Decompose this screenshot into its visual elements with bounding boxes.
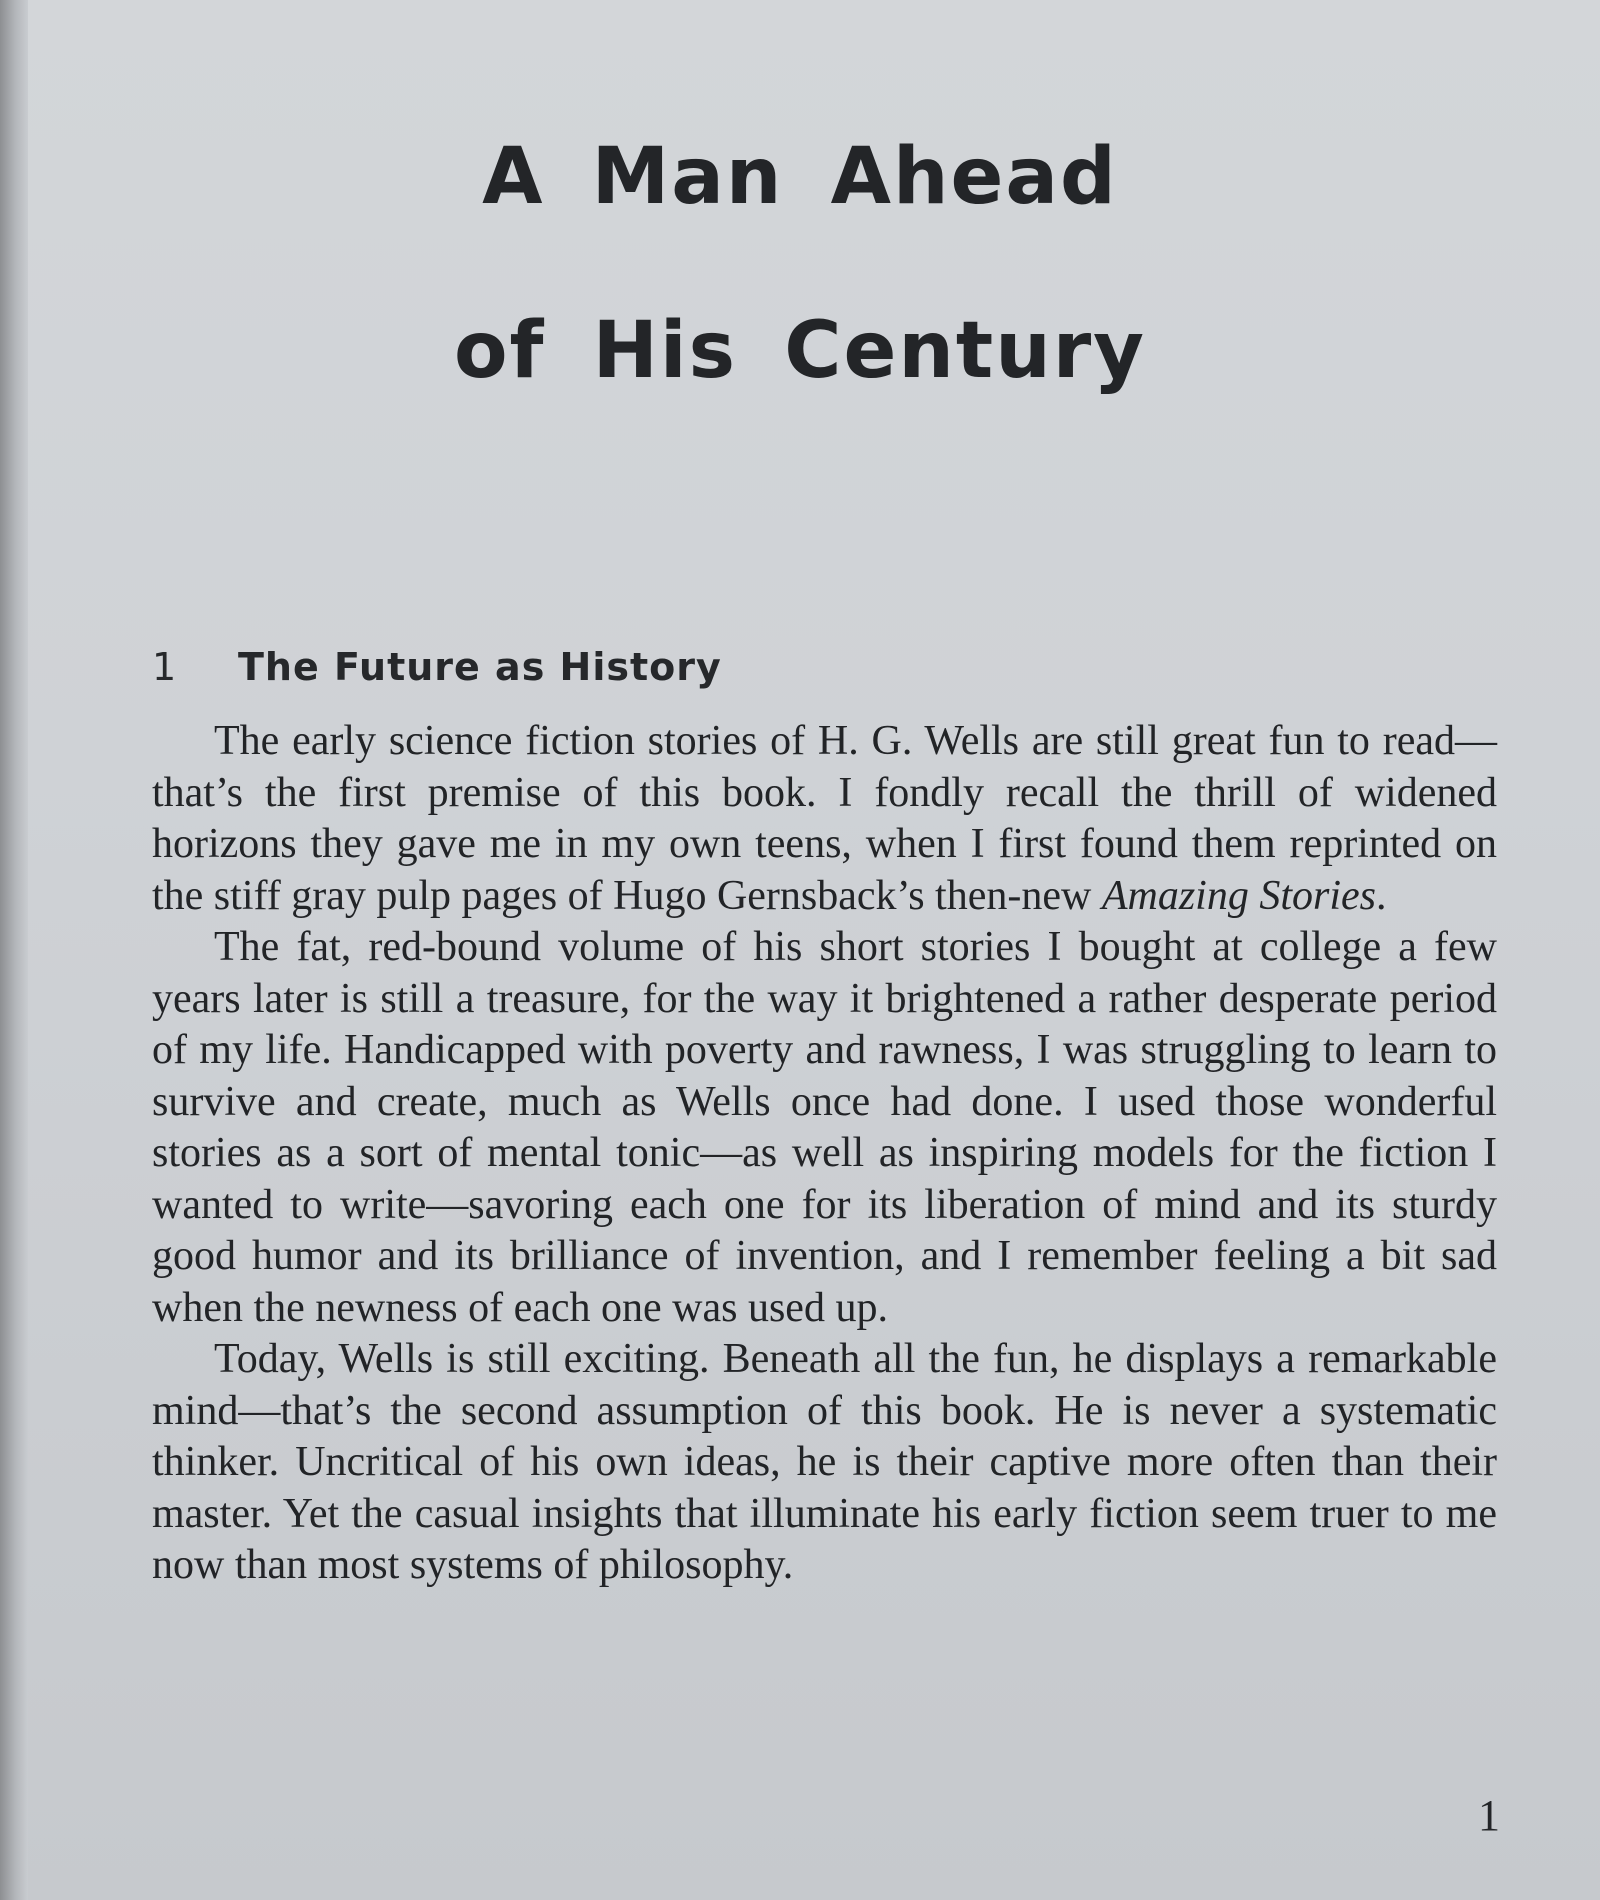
- chapter-title-line-1: A Man Ahead: [482, 132, 1118, 222]
- book-gutter-shadow: [0, 0, 28, 1900]
- body-text: [152, 716, 1497, 1592]
- section-number: 1: [152, 645, 178, 689]
- section-title: The Future as History: [238, 645, 722, 689]
- page-number: 1: [1478, 1791, 1500, 1840]
- paragraph-1-end: .: [1376, 872, 1387, 919]
- paragraph-1-text: The early science fiction stories of H. G. Wells are still great fun to read—that’s the first premise of this book. I fondly recall the thrill of widened horizons they gave me in my own teens, when I first found them reprinted on the stiff gray pulp pages of Hugo Gernsback’s then-new: [152, 718, 1497, 919]
- section-heading: [152, 645, 722, 689]
- magazine-title: Amazing Stories: [1101, 872, 1376, 919]
- paragraph-2: The fat, red-bound volume of his short stories I bought at college a few years later is still a treasure, for the way it brightened a rather desperate period of my life. Handicapped with poverty and rawness, I was struggling to learn to survive and create, much as Wells once had done. I used those wonderful stories as a sort of mental tonic—as well as inspiring models for the fiction I wanted to write—savoring each one for its liberation of mind and its sturdy good humor and its brilliance of invention, and I remember feeling a bit sad when the newness of each one was used up.: [152, 924, 1497, 1331]
- paragraph-3: Today, Wells is still exciting. Beneath all the fun, he displays a remarkable mind—that’s the second assumption of this book. He is never a systematic thinker. Uncritical of his own ideas, he is their captive more often than their master. Yet the casual insights that illuminate his early fiction seem truer to me now than most systems of philosophy.: [152, 1336, 1497, 1588]
- paragraph-1: [152, 716, 1497, 922]
- chapter-title-line-2: of His Century: [453, 306, 1147, 396]
